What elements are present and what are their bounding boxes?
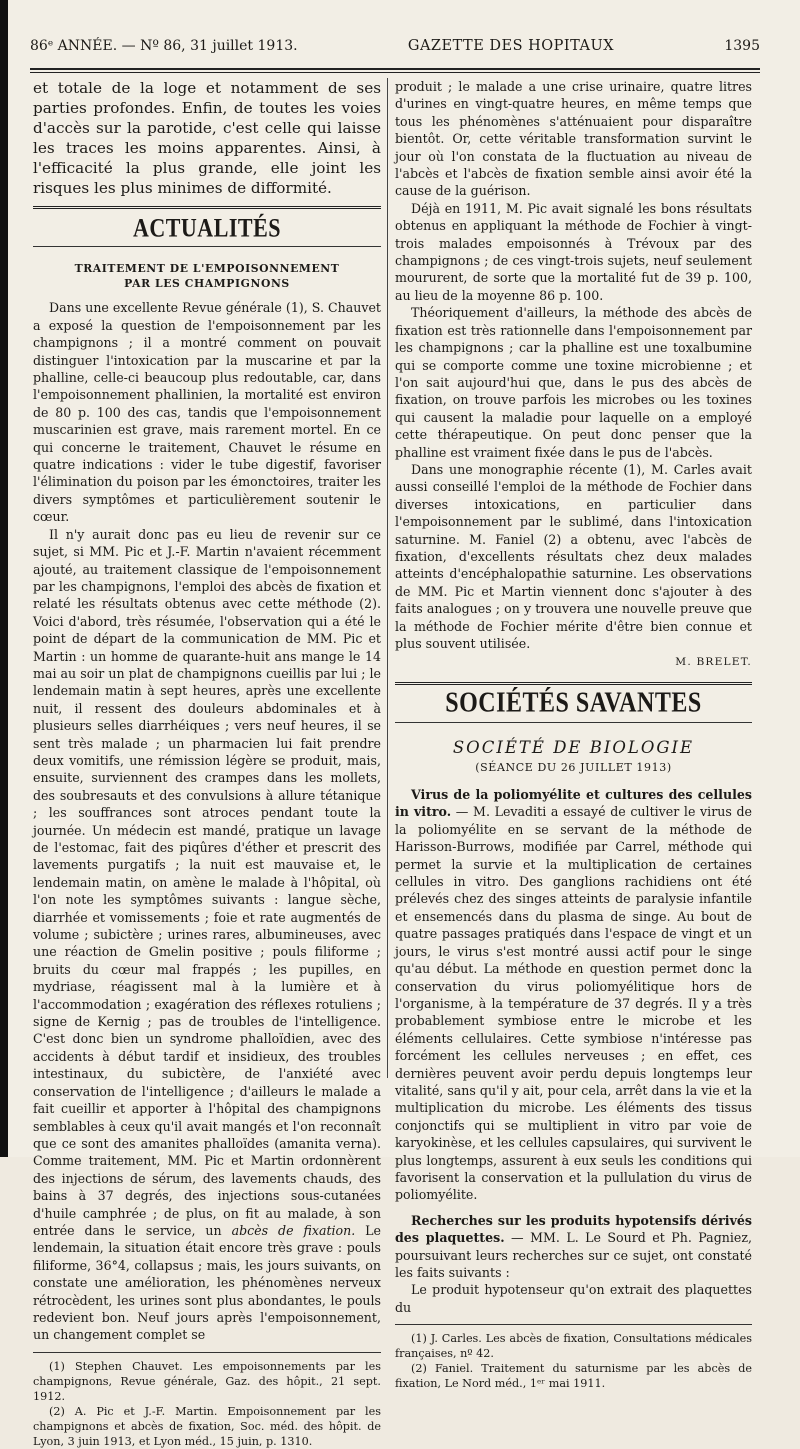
footnote-1: (1) Stephen Chauvet. Les empoisonnements par les champignons, Revue générale, Gaz. des hôpit., 21 sept. 1912.: [33, 1359, 381, 1403]
section-title-actualites: ACTUALITÉS: [132, 212, 282, 243]
paragraph: Le produit hypotenseur qu'on extrait des plaquettes du: [395, 1282, 752, 1315]
report-body: — MM. L. Le Sourd et Ph. Pagniez, poursuivant leurs recherches sur ce sujet, ont constaté les faits suivants :: [395, 1230, 752, 1280]
footnote-2: (2) A. Pic et J.-F. Martin. Empoisonnement par les champignons et abcès de fixation, Soc. méd. des hôpit. de Lyon, 3 juin 1913, et Lyon méd., 15 juin, p. 1310.: [33, 1404, 381, 1448]
session-date: (SÉANCE DU 26 JUILLET 1913): [475, 760, 672, 774]
report-paragraph: [395, 786, 752, 1204]
section-title-rule: [395, 722, 752, 723]
italic-term: abcès de fixation.: [231, 1222, 356, 1238]
column-divider: [387, 78, 388, 1078]
paragraph: produit ; le malade a une crise urinaire, quatre litres d'urines en vingt-quatre heures, en même temps que tous les phénomènes s'atténuaient pour disparaître bientôt. Or, cette véritable transformation survint le jour où l'on constata de la fluctuation au niveau de l'abcès et l'abcès de fixation semble ainsi avoir été la cause de la guérison.: [395, 79, 752, 199]
paragraph: Déjà en 1911, M. Pic avait signalé les bons résultats obtenus en appliquant la méthode de Fochier à vingt-trois malades empoisonnés à Trévoux par des champignons ; de ces vingt-trois sujets, neuf seulement moururent, de sorte que la mortalité fut de 39 p. 100, au lieu de la moyenne 86 p. 100.: [395, 200, 752, 303]
left-column: [33, 78, 381, 1449]
header-rule: [30, 68, 760, 70]
paragraph-text: Il n'y aurait donc pas eu lieu de revenir sur ce sujet, si MM. Pic et J.-F. Martin n'avaient récemment ajouté, au traitement classique de l'empoisonnement par les champignons, l'emploi des abcès de fixation et relaté les résultats obtenus avec cette méthode (2). Voici d'abord, très résumée, l'observation qui a été le point de départ de la communication de MM. Pic et Martin : un homme de quarante-huit ans mange le 14 mai au soir un plat de champignons cueillis par lui ; le lendemain matin à sept heures, après une excellente nuit, il ressent des douleurs abdominales et à plusieurs selles diarrhéiques ; vers neuf heures, il se sent très malade ; un pharmacien lui fait prendre deux vomitifs, une rémission légère se produit, mais, ensuite, surviennent des crampes dans les mollets, des soubresauts et des convulsions à allure tétanique ; les souffrances sont atroces pendant toute la journée. Un médecin est mandé, pratique un lavage de l'estomac, fait des piqûres d'éther et prescrit des lavements purgatifs ; la nuit est mauvaise et, le lendemain matin, on amène le malade à l'hôpital, où l'on note les symptômes suivants : langue sèche, diarrhée et vomissements ; foie et rate augmentés de volume ; subictère ; urines rares, albumineuses, avec une réaction de Gmelin positive ; pouls filiforme ; bruits du cœur mal frappés ; les pupilles, en mydriase, réagissent mal à la lumière et à l'accommodation ; exagération des réflexes rotuliens ; signe de Kernig ; pas de troubles de l'intelligence. C'est donc bien un syndrome phalloïdien, avec des accidents à début tardif et insidieux, des troubles intestinaux, du subictère, de l'anxiété avec conservation de l'intelligence ; d'ailleurs le malade a fait cueillir et apporter à l'hôpital des champignons semblables à ceux qu'il avait mangés et l'on reconnaît que ce sont des amanites phalloïdes (amanita verna). Comme traitement, MM. Pic et Martin ordonnèrent des injections de sérum, des lavements chauds, des bains à 37 degrés, des injections sous-cutanées d'huile camphrée ; de plus, on fit au malade, à son entrée dans le service, un: [33, 526, 381, 1238]
headline-line-2: PAR LES CHAMPIGNONS: [124, 277, 290, 291]
paragraph: Dans une monographie récente (1), M. Carles avait aussi conseillé l'emploi de la méthode de Fochier dans diverses intoxications, en particulier dans l'empoisonnement par le sublimé, dans l'intoxication saturnine. M. Faniel (2) a obtenu, avec l'abcès de fixation, d'excellents résultats chez deux malades atteints d'encéphalopathie saturnine. Les observations de MM. Pic et Martin viennent donc s'ajouter à des faits analogues ; on y trouvera une nouvelle preuve que la méthode de Fochier mérite d'être bien connue et plus souvent utilisée.: [395, 461, 752, 651]
page-header: [30, 38, 760, 60]
header-rule-thin: [30, 72, 760, 73]
report-paragraph: [395, 1212, 752, 1282]
section-divider: [33, 206, 381, 209]
paragraph: Théoriquement d'ailleurs, la méthode des abcès de fixation est très rationnelle dans l'empoisonnement par les champignons ; car la phalline est une toxalbumine qui se comporte comme une toxine microbienne ; et l'on sait aujourd'hui que, dans le pus des abcès de fixation, on trouve parfois les microbes ou les toxines qui causent la maladie pour laquelle on a employé cette thérapeutique. On peut donc penser que la phalline est vraiment fixée dans le pus de l'abcès.: [395, 305, 752, 460]
report-body: — M. Levaditi a essayé de cultiver le virus de la poliomyélite en se servant de la méthode de Harisson-Burrows, modifiée par Carrel, méthode qui permet la survie et la multiplication de certaines cellules in vitro. Des ganglions rachidiens ont été prélevés chez des singes atteints de paralysie infantile et ensemencés dans du plasma de singe. Au bout de quatre passages pratiqués dans l'espace de vingt et un jours, le virus s'est montré aussi actif pour le singe qu'au début. La méthode en question permet donc la conservation du virus poliomyélitique hors de l'organisme, à la température de 37 degrés. Il y a très probablement symbiose entre le microbe et les éléments cellulaires. Cette symbiose n'intéresse pas forcément les cellules nerveuses ; en effet, ces dernières peuvent avoir perdu depuis longtemps leur vitalité, sans qu'il y ait, pour cela, arrêt dans la vie et la multiplication du microbe. Les éléments des tissus conjonctifs qui se multiplient in vitro par voie de karyokinèse, et les cellules capsulaires, qui survivent le plus longtemps, assurent à eux seuls les conditions qui favorisent la conservation et la pullulation du virus de poliomyélite.: [395, 804, 752, 1203]
page-number: 1395: [724, 38, 760, 54]
society-name: SOCIÉTÉ DE BIOLOGIE: [452, 738, 695, 758]
section-divider: [395, 682, 752, 685]
issue-info: 86ᵉ ANNÉE. — Nº 86, 31 juillet 1913.: [30, 38, 298, 54]
paragraph: [33, 526, 381, 1344]
footnote-rule: [33, 1352, 381, 1353]
intro-paragraph: et totale de la loge et notamment de ses parties profondes. Enfin, de toutes les voies d'accès sur la parotide, c'est celle qui laisse les traces les moins apparentes. Ainsi, à l'efficacité la plus grande, elle joint les risques les plus minimes de difformité.: [33, 79, 381, 197]
headline-line-1: TRAITEMENT DE L'EMPOISONNEMENT: [74, 262, 340, 276]
paragraph: Dans une excellente Revue générale (1), S. Chauvet a exposé la question de l'empoisonnement par les champignons ; il a montré comment on pouvait distinguer l'intoxication par la muscarine et par la phalline, celle-ci beaucoup plus redoutable, car, dans l'empoisonnement phallinien, la mortalité est environ de 80 p. 100 des cas, tandis que l'empoisonnement muscarinien est grave, mais rarement mortel. En ce qui concerne le traitement, Chauvet le résume en quatre indications : vider le tube digestif, favoriser l'élimination du poison par les émonctoires, traiter les divers symptômes et particulièrement soutenir le cœur.: [33, 300, 381, 525]
spacer: [395, 1204, 752, 1212]
section-title-rule: [33, 246, 381, 247]
footnote-1: (1) J. Carles. Les abcès de fixation, Consultations médicales françaises, nº 42.: [395, 1332, 752, 1361]
footnote-rule: [395, 1324, 752, 1325]
binding-spine: [0, 0, 8, 1157]
report-title: Recherches sur les produits hypotensifs dérivés des plaquettes.: [395, 1212, 752, 1246]
author-signature: M. BRELET.: [675, 656, 752, 669]
journal-title: GAZETTE DES HOPITAUX: [407, 38, 615, 54]
article-headline: [33, 261, 381, 291]
footnote-2: (2) Faniel. Traitement du saturnisme par les abcès de fixation, Le Nord méd., 1ᵉʳ mai 1911.: [395, 1362, 752, 1391]
right-column: [395, 78, 752, 1391]
report-title: Virus de la poliomyélite et cultures des cellules in vitro.: [395, 787, 752, 820]
section-title-societes: SOCIÉTÉS SAVANTES: [445, 687, 702, 719]
paragraph-text-end: Le lendemain, la situation était encore très grave : pouls filiforme, 36°4, collapsus ; mais, les jours suivants, on constate une amélioration, les phénomènes nerveux rétrocèdent, les urines sont plus abondantes, le pouls redevient bon. Neuf jours après l'empoisonnement, un changement complet se: [33, 1222, 381, 1343]
